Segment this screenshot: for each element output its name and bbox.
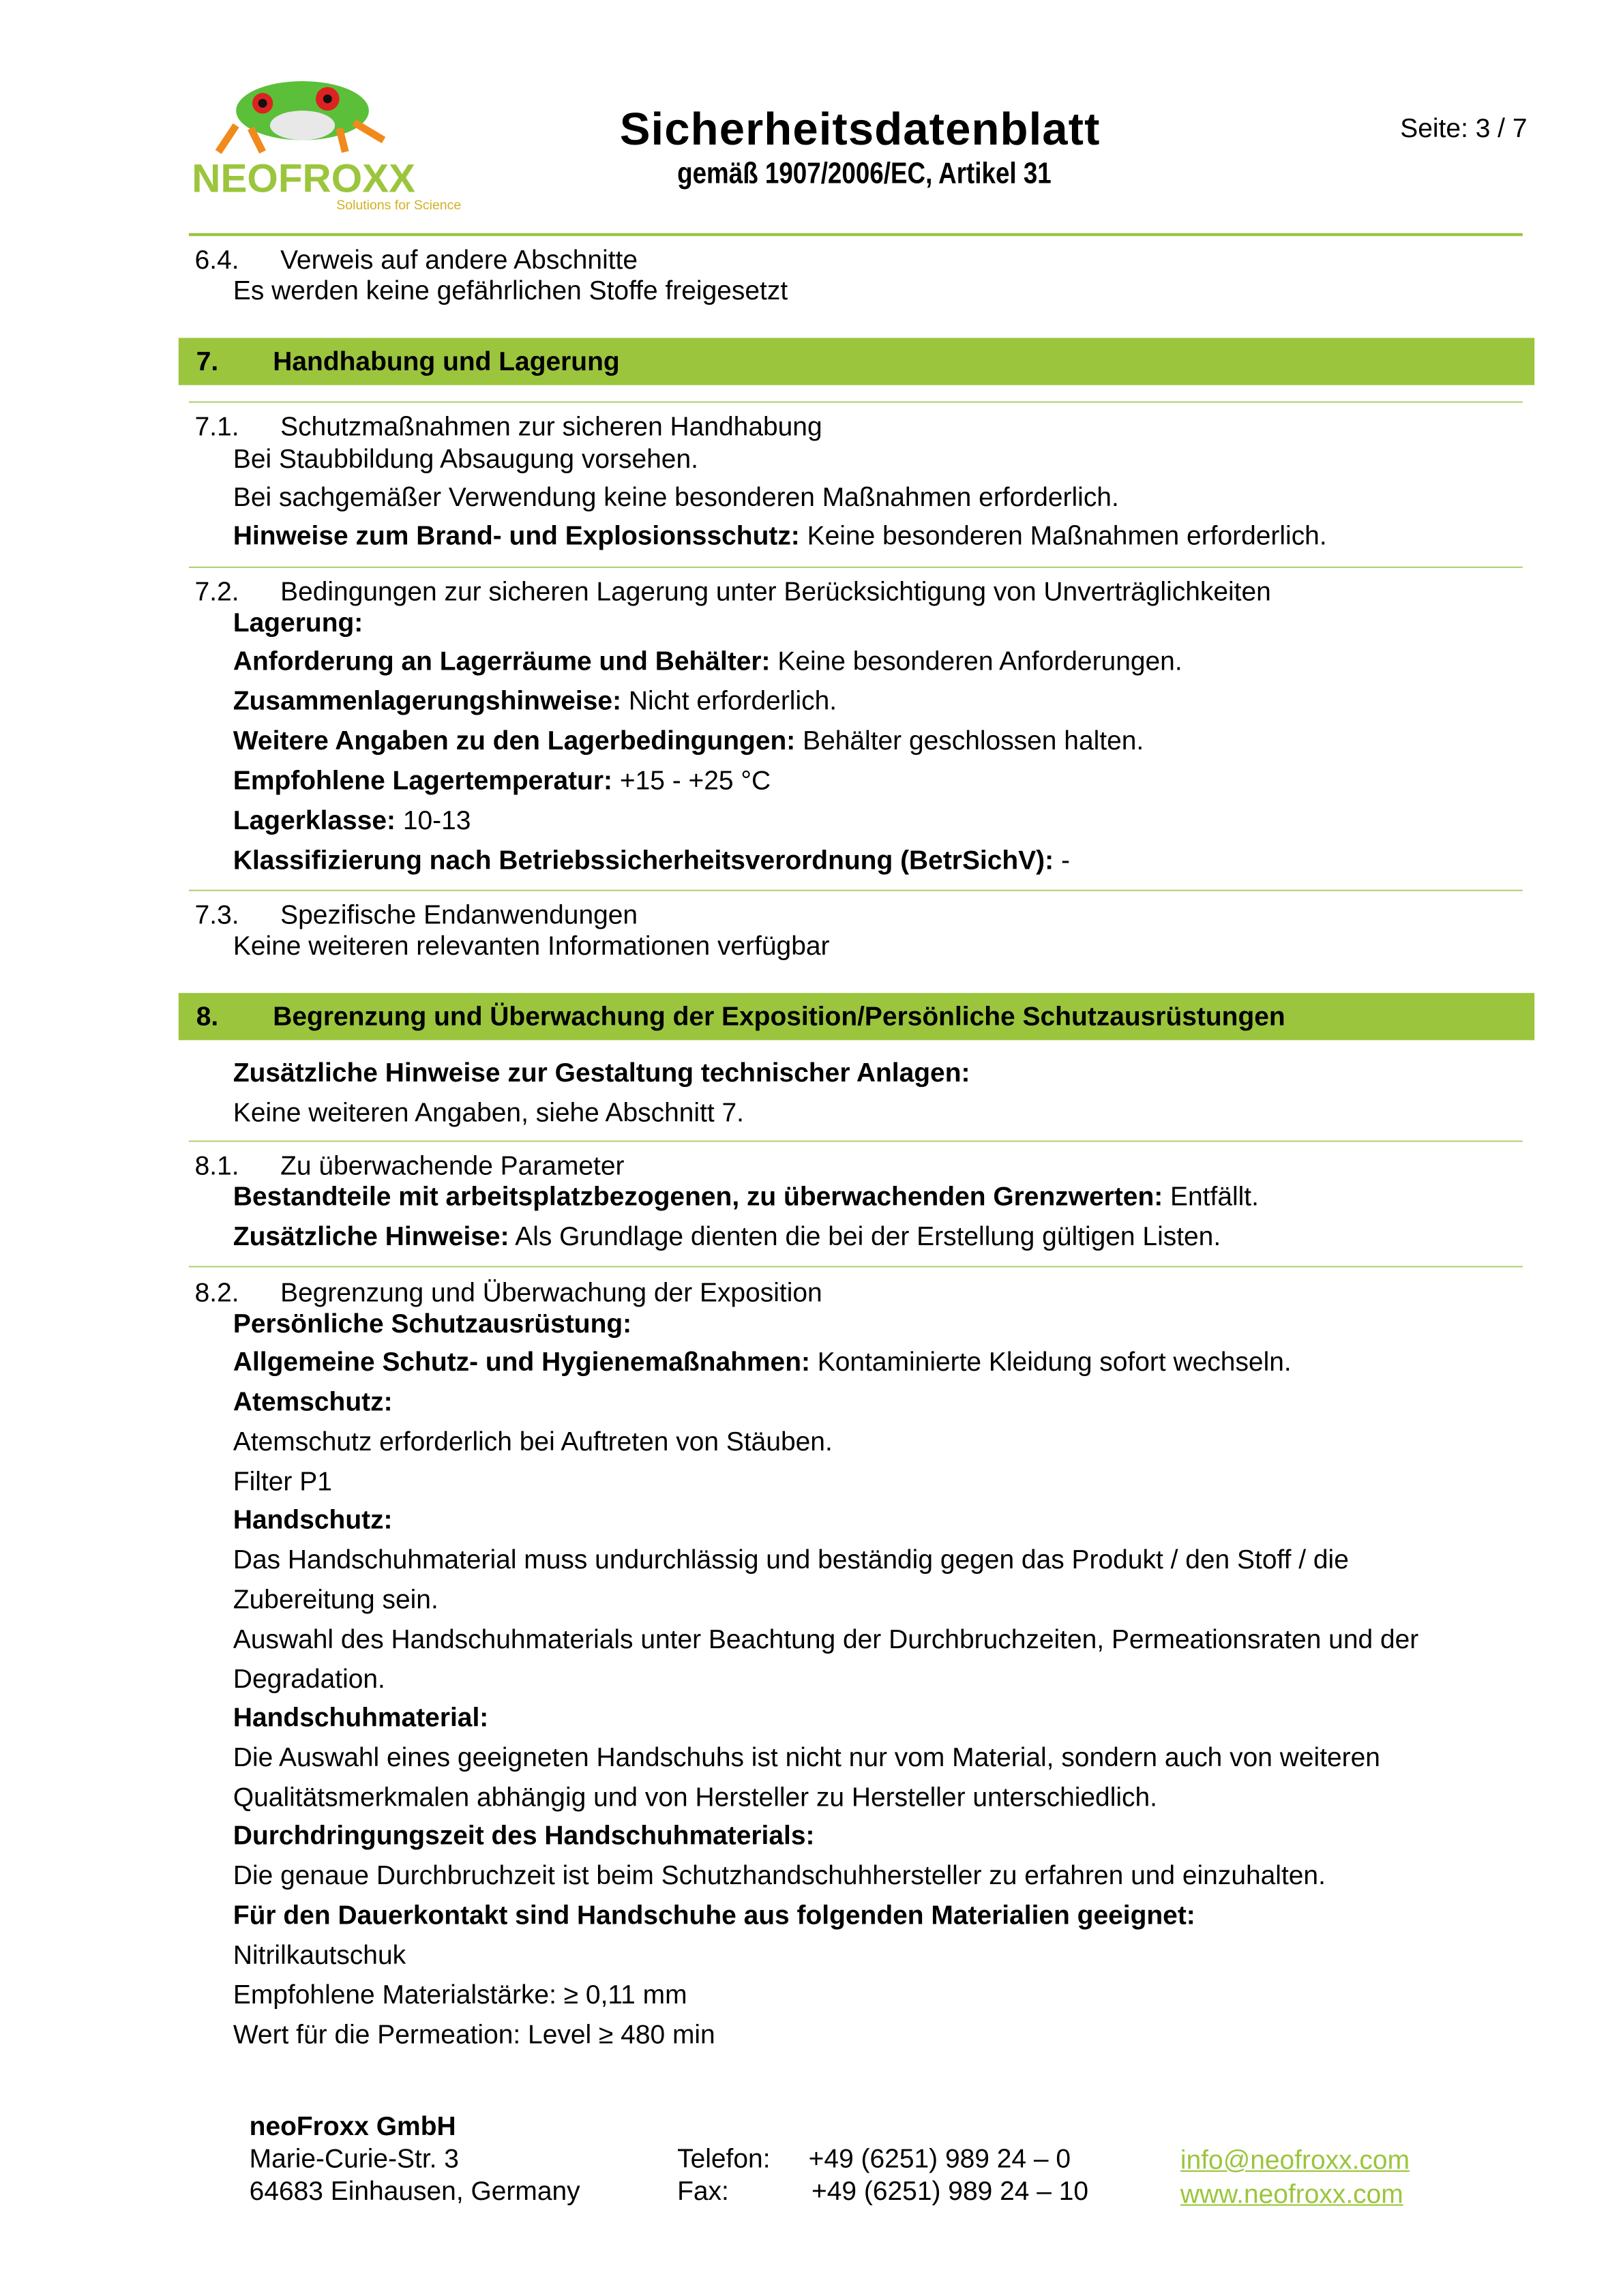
svg-text:Solutions for Science: Solutions for Science [336, 198, 462, 213]
label: Handschuhmaterial: [233, 1702, 489, 1733]
label: Empfohlene Lagertemperatur: [233, 765, 613, 796]
logo-wordmark: NEOFROXX [192, 156, 416, 201]
text-line [233, 685, 837, 717]
section-number: 7.2. [194, 576, 239, 607]
text-line [233, 520, 1327, 552]
email-link[interactable]: info@neofroxx.com [1180, 2145, 1410, 2175]
label: Zusätzliche Hinweise: [233, 1221, 509, 1251]
label: Durchdringungszeit des Handschuhmaterials: [233, 1820, 815, 1851]
text-line: Qualitätsmerkmalen abhängig und von Hersteller zu Hersteller unterschiedlich. [233, 1782, 1157, 1812]
neofroxx-logo [192, 66, 464, 213]
text-line [233, 804, 471, 837]
street: Marie-Curie-Str. 3 [249, 2143, 459, 2174]
text-line [233, 1345, 1292, 1378]
section-number: 8. [196, 1002, 219, 1032]
section-number: 8.1. [194, 1150, 239, 1180]
label: Anforderung an Lagerräume und Behälter: [233, 646, 771, 676]
value: Entfällt. [1163, 1182, 1259, 1212]
section-number: 6.4. [194, 245, 239, 275]
label: Atemschutz: [233, 1386, 393, 1417]
label: Lagerung: [233, 608, 363, 638]
section-number: 8.2. [194, 1277, 239, 1307]
website-link[interactable]: www.neofroxx.com [1180, 2179, 1403, 2209]
text-line: Die genaue Durchbruchzeit ist beim Schutzhandschuhhersteller zu erfahren und einzuhalten. [233, 1860, 1326, 1890]
value: - [1054, 845, 1070, 876]
text-line [233, 1180, 1259, 1213]
text-line: Die Auswahl eines geeigneten Handschuhs ist nicht nur vom Material, sondern auch von weiteren [233, 1742, 1380, 1772]
text-line: Zubereitung sein. [233, 1584, 438, 1615]
label: Persönliche Schutzausrüstung: [233, 1309, 632, 1339]
divider [189, 1266, 1523, 1267]
text-line [233, 645, 1182, 678]
section-title: Bedingungen zur sicheren Lagerung unter Berücksichtigung von Unverträglichkeiten [280, 576, 1271, 607]
text-line [233, 844, 1070, 877]
divider [189, 1140, 1523, 1142]
divider [189, 567, 1523, 568]
label: Hinweise zum Brand- und Explosionsschutz: [233, 520, 800, 551]
company-name: neoFroxx GmbH [249, 2111, 456, 2141]
text-line: Auswahl des Handschuhmaterials unter Beachtung der Durchbruchzeiten, Permeationsraten und der [233, 1624, 1419, 1654]
value: Keine besonderen Maßnahmen erforderlich. [799, 520, 1327, 551]
divider [189, 402, 1523, 403]
section-number: 7. [196, 346, 219, 376]
section-title: Verweis auf andere Abschnitte [280, 245, 638, 275]
text-line: Keine weiteren relevanten Informationen verfügbar [233, 931, 830, 961]
label: Allgemeine Schutz- und Hygienemaßnahmen: [233, 1347, 810, 1377]
phone-number: +49 (6251) 989 24 – 0 [808, 2143, 1071, 2174]
document-title: Sicherheitsdatenblatt [619, 103, 1101, 155]
label: Handschutz: [233, 1504, 393, 1535]
value: Kontaminierte Kleidung sofort wechseln. [809, 1347, 1292, 1377]
divider [189, 890, 1523, 891]
phone-label: Telefon: [677, 2143, 771, 2174]
text-line: Das Handschuhmaterial muss undurchlässig und beständig gegen das Produkt / den Stoff / die [233, 1545, 1349, 1575]
frog-icon [192, 66, 464, 213]
fax-label: Fax: [677, 2176, 729, 2206]
section-number: 7.3. [194, 899, 239, 930]
page-number: Seite: 3 / 7 [1400, 113, 1528, 143]
text-line: Es werden keine gefährlichen Stoffe freigesetzt [233, 275, 788, 305]
section-title: Begrenzung und Überwachung der Exposition [280, 1277, 822, 1307]
city: 64683 Einhausen, Germany [249, 2176, 580, 2206]
fax-number: +49 (6251) 989 24 – 10 [812, 2176, 1089, 2206]
label: Zusätzliche Hinweise zur Gestaltung technischer Anlagen: [233, 1058, 970, 1088]
section-title: Zu überwachende Parameter [280, 1150, 625, 1180]
label: Zusammenlagerungshinweise: [233, 686, 622, 716]
value: Behälter geschlossen halten. [795, 726, 1144, 756]
label: Bestandteile mit arbeitsplatzbezogenen, zu überwachenden Grenzwerten: [233, 1182, 1163, 1212]
text-line [233, 764, 771, 797]
text-line: Filter P1 [233, 1466, 332, 1496]
header-divider [189, 233, 1523, 236]
value: Nicht erforderlich. [621, 686, 837, 716]
value: Keine besonderen Anforderungen. [770, 646, 1182, 676]
section-title: Schutzmaßnahmen zur sicheren Handhabung [280, 411, 822, 441]
section-title: Spezifische Endanwendungen [280, 899, 638, 930]
text-line: Wert für die Permeation: Level ≥ 480 min [233, 2020, 715, 2050]
text-line: Empfohlene Materialstärke: ≥ 0,11 mm [233, 1980, 687, 2010]
label: Weitere Angaben zu den Lagerbedingungen: [233, 726, 796, 756]
text-line: Atemschutz erforderlich bei Auftreten von Stäuben. [233, 1427, 833, 1457]
label: Lagerklasse: [233, 805, 396, 835]
label: Für den Dauerkontakt sind Handschuhe aus folgenden Materialien geeignet: [233, 1900, 1195, 1930]
text-line [233, 724, 1144, 757]
document-subtitle: gemäß 1907/2006/EC, Artikel 31 [677, 158, 1052, 191]
value: +15 - +25 °C [612, 765, 771, 796]
section-title: Handhabung und Lagerung [273, 346, 620, 376]
section-title: Begrenzung und Überwachung der Exposition/Persönliche Schutzausrüstungen [273, 1002, 1285, 1032]
label: Klassifizierung nach Betriebssicherheitsverordnung (BetrSichV): [233, 845, 1054, 876]
text-line: Degradation. [233, 1664, 385, 1694]
text-line: Bei sachgemäßer Verwendung keine besonderen Maßnahmen erforderlich. [233, 482, 1119, 512]
section-7-header [179, 338, 1534, 385]
value: Als Grundlage dienten die bei der Erstellung gültigen Listen. [509, 1221, 1221, 1251]
text-line: Bei Staubbildung Absaugung vorsehen. [233, 444, 698, 474]
section-number: 7.1. [194, 411, 239, 441]
text-line: Nitrilkautschuk [233, 1940, 406, 1970]
section-8-header [179, 993, 1534, 1040]
text-line [233, 1220, 1221, 1253]
text-line: Keine weiteren Angaben, siehe Abschnitt 7. [233, 1097, 745, 1128]
value: 10-13 [396, 805, 471, 835]
